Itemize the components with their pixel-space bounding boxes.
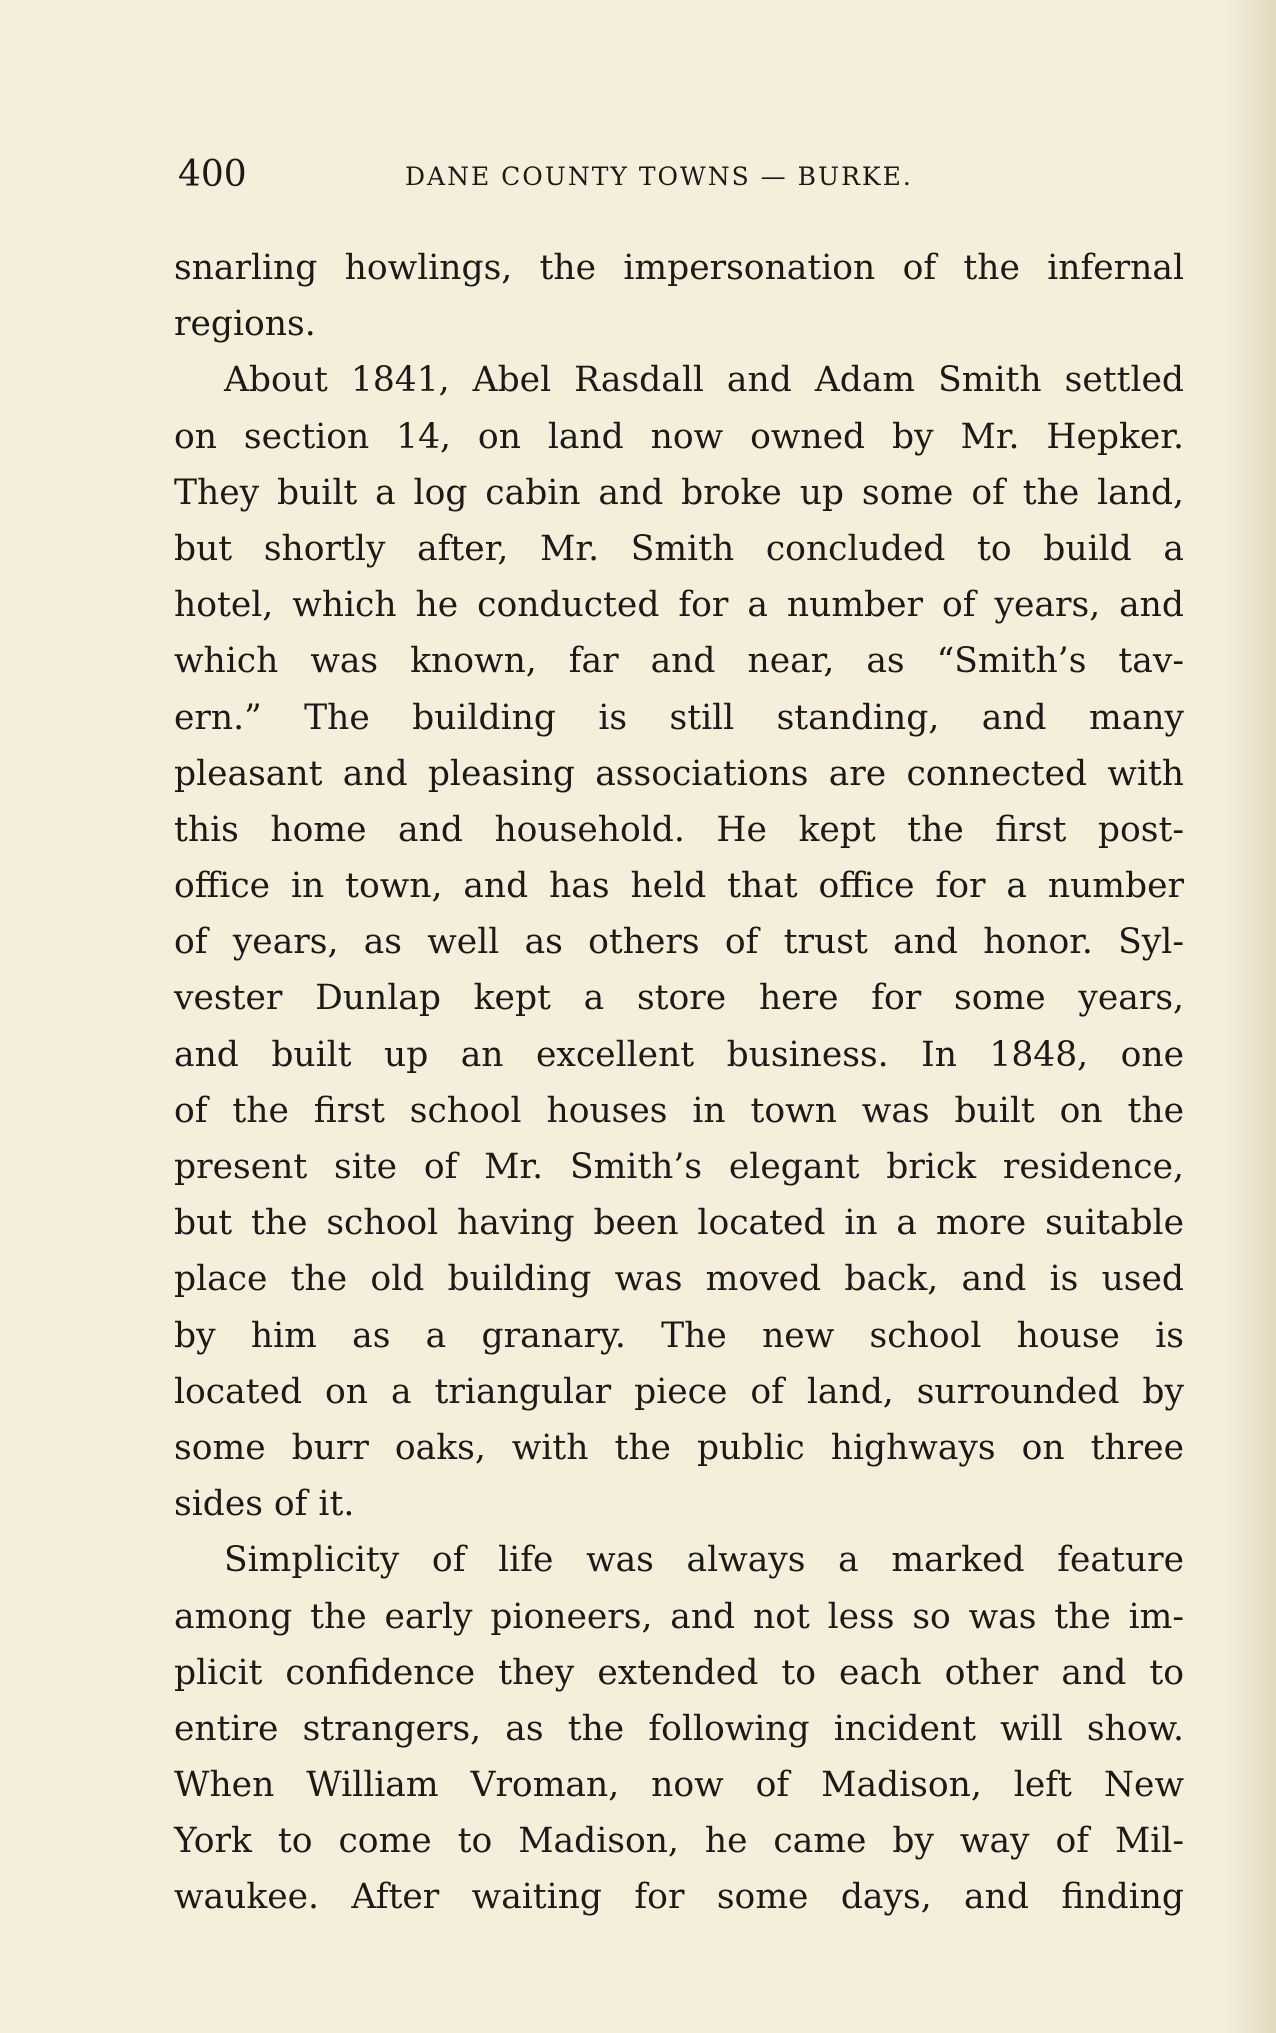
- text-line: of the first school houses in town was built on the: [174, 1090, 1184, 1131]
- text-line: located on a triangular piece of land, surrounded by: [174, 1371, 1184, 1412]
- text-line: They built a log cabin and broke up some of the land,: [174, 472, 1184, 513]
- text-line: and built up an excellent business. In 1848, one: [174, 1034, 1184, 1075]
- text-line: among the early pioneers, and not less so was the im-: [174, 1596, 1184, 1637]
- text-line: entire strangers, as the following incident will show.: [174, 1708, 1184, 1749]
- running-head: DANE COUNTY TOWNS — BURKE.: [405, 162, 913, 191]
- page-header: [178, 150, 1178, 210]
- text-line: this home and household. He kept the first post-: [174, 809, 1184, 850]
- text-line: Simplicity of life was always a marked feature: [224, 1540, 1184, 1581]
- page-number: 400: [178, 154, 247, 195]
- text-line: on section 14, on land now owned by Mr. Hepker.: [174, 416, 1184, 457]
- text-line: vester Dunlap kept a store here for some years,: [174, 978, 1184, 1019]
- text-line: plicit confidence they extended to each other and to: [174, 1652, 1184, 1693]
- text-line: present site of Mr. Smith’s elegant brick residence,: [174, 1147, 1184, 1187]
- text-line: but the school having been located in a more suitable: [174, 1203, 1184, 1244]
- body-text: [174, 240, 1184, 1926]
- text-line: regions.: [174, 304, 316, 345]
- text-line: York to come to Madison, he came by way of Mil-: [174, 1821, 1184, 1862]
- text-line: by him as a granary. The new school house is: [174, 1315, 1184, 1356]
- text-line: When William Vroman, now of Madison, left New: [174, 1765, 1184, 1806]
- text-line: some burr oaks, with the public highways on three: [174, 1427, 1184, 1468]
- text-line: About 1841, Abel Rasdall and Adam Smith settled: [224, 360, 1184, 401]
- text-line: which was known, far and near, as “Smith’s tav-: [174, 641, 1184, 682]
- text-line: hotel, which he conducted for a number of years, and: [174, 585, 1184, 626]
- text-line: office in town, and has held that office for a number: [174, 866, 1184, 907]
- text-line: place the old building was moved back, and is used: [174, 1259, 1184, 1300]
- text-line: snarling howlings, the impersonation of the infernal: [174, 248, 1184, 288]
- text-line: waukee. After waiting for some days, and finding: [174, 1877, 1184, 1918]
- text-line: of years, as well as others of trust and honor. Syl-: [174, 922, 1184, 963]
- text-line: pleasant and pleasing associations are connected with: [174, 753, 1184, 794]
- text-line: but shortly after, Mr. Smith concluded to build a: [174, 528, 1184, 569]
- text-line: ern.” The building is still standing, and many: [174, 697, 1184, 738]
- text-line: sides of it.: [174, 1484, 355, 1525]
